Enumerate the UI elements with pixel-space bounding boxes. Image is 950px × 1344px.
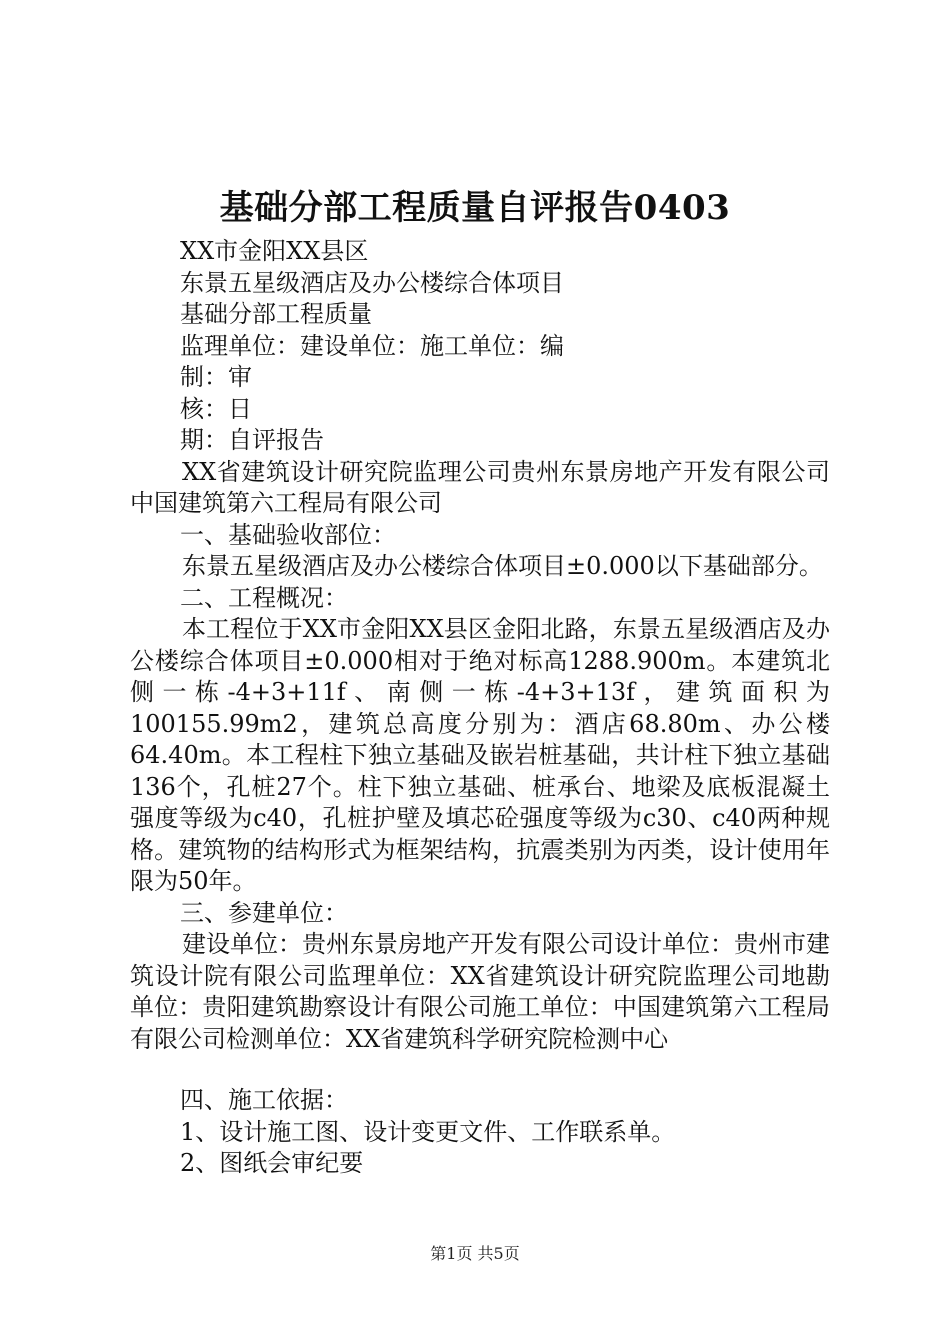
header-line-review: 核：日 (180, 394, 252, 423)
page-footer: 第1页 共5页 (430, 1244, 520, 1263)
section4-heading: 四、施工依据： (180, 1086, 348, 1114)
document-body (130, 236, 830, 1180)
section1-body: 东景五星级酒店及办公楼综合体项目±0.000以下基础部分。 (182, 552, 823, 580)
header-line-city: XX市金阳XX县区 (180, 237, 369, 265)
section3-heading: 三、参建单位： (180, 898, 348, 927)
document-title: 基础分部工程质量自评报告0403 (219, 188, 731, 228)
blank-line (130, 1055, 830, 1085)
companies-paragraph: XX省建筑设计研究院监理公司贵州东景房地产开发有限公司中国建筑第六工程局有限公司 (130, 457, 830, 517)
header-line-date: 期：自评报告 (180, 426, 324, 454)
section2-body: 本工程位于XX市金阳XX县区金阳北路，东景五星级酒店及办公楼综合体项目±0.000相对于绝对标高1288.900m。本建筑北侧一栋-4+3+11f、南侧一栋-4+3+13f，建筑面积为100155.99m2，建筑总高度分别为：酒店68.80m、办公楼64.40m。本工程柱下独立基础及嵌岩桩基础，共计柱下独立基础136个，孔桩27个。柱下独立基础、桩承台、地梁及底板混凝土强度等级为c40，孔桩护壁及填芯砼强度等级为c30、c40两种规格。建筑物的结构形式为框架结构，抗震类别为丙类，设计使用年限为50年。 (130, 615, 830, 895)
header-line-compile: 制：审 (180, 363, 252, 391)
section2-heading: 二、工程概况： (180, 583, 348, 612)
section4-item-1: 1、设计施工图、设计变更文件、工作联系单。 (180, 1117, 676, 1146)
header-line-subject: 基础分部工程质量 (180, 300, 372, 328)
header-line-units: 监理单位：建设单位：施工单位：编 (180, 331, 564, 360)
section1-heading: 一、基础验收部位： (180, 520, 396, 549)
header-line-project: 东景五星级酒店及办公楼综合体项目 (180, 268, 564, 297)
section3-body: 建设单位：贵州东景房地产开发有限公司设计单位：贵州市建筑设计院有限公司监理单位：XX省建筑设计研究院监理公司地勘单位：贵阳建筑勘察设计有限公司施工单位：中国建筑第六工程局有限公司检测单位：XX省建筑科学研究院检测中心 (130, 930, 830, 1053)
section4-item-2: 2、图纸会审纪要 (180, 1149, 364, 1177)
